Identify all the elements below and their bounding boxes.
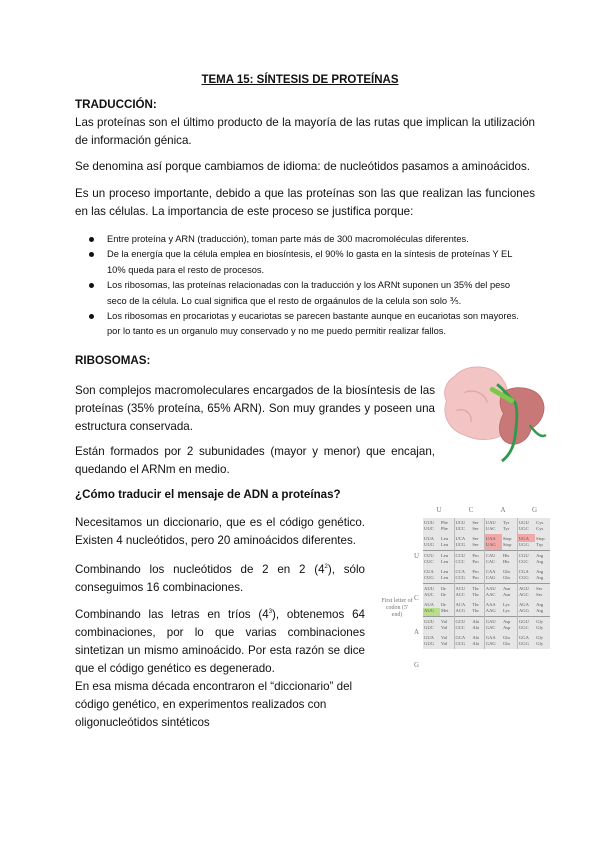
amino-acid-cell: Val [440,625,448,630]
amino-acid-cell: Ser [536,586,543,591]
codon-cell: UGA [517,534,535,542]
amino-acid-cell: Ser [536,592,543,597]
amino-acid-cell: Stop [536,536,545,541]
codon-cell: ACU [454,584,471,593]
codon-cell: CUG [424,575,434,580]
amino-acid-cell: Ile [440,592,446,597]
amino-acid-cell: Met [440,608,449,613]
codon-cell: GAC [484,625,502,633]
amino-acid-cell: Ile [440,586,446,591]
codon-cell: CGA [517,567,535,575]
row-header: A [414,628,420,636]
codon-cell: UAU [484,518,502,526]
codon-row [423,584,550,593]
amino-acid-cell: Trp [536,542,543,547]
ribosomas-question: ¿Cómo traducir el mensaje de ADN a proteínas? [75,488,341,501]
codon-cell: CAU [484,551,502,560]
codon-table [423,518,550,649]
traduccion-heading: TRADUCCIÓN: [75,98,157,111]
bullet-item: Entre proteína y ARN (traducción), toman parte más de 300 macromoléculas diferentes. [75,232,530,247]
page-title: TEMA 15: SÍNTESIS DE PROTEÍNAS [201,74,399,86]
codon-cell: UCG [454,542,471,551]
amino-acid-cell: Ala [472,625,479,630]
amino-acid-cell: Gln [502,569,510,574]
ribosomas-heading: RIBOSOMAS: [75,354,151,367]
amino-acid-cell: His [502,559,510,564]
codon-cell: CGC [517,559,535,567]
codon-cell: CGG [517,575,535,584]
codon-cell: GGA [517,633,535,641]
amino-acid-cell: Asn [502,592,511,597]
amino-acid-cell: Lys [502,608,510,613]
codon-row [423,617,550,626]
amino-acid-cell: Asp [502,625,511,630]
codon-cell: AUA [424,602,434,607]
amino-acid-cell: Val [440,641,448,646]
amino-acid-cell: Gly [536,625,544,630]
amino-acid-cell: Asp [502,619,511,624]
codon-cell: UUC [424,526,434,531]
amino-acid-cell: Thr [472,602,479,607]
ribosomas-paragraph-3: Necesitamos un diccionario, que es el código genético. Existen 4 nucleótidos, pero 20 aminoácidos diferentes. [75,516,365,547]
codon-cell: CAG [484,575,502,584]
row-header: G [414,661,420,669]
text: ), sólo conseguimos 16 combinaciones. [75,562,366,594]
amino-acid-cell: Stop [502,542,512,547]
codon-cell: CCC [454,559,471,567]
ribosomas-paragraph-6: En esa misma década encontraron el “diccionario” del código genético, en experimentos realizados con oligonucleótidos sintéticos [75,680,353,729]
codon-cell: AUU [424,586,434,591]
amino-acid-cell: Ser [472,542,479,547]
amino-acid-cell: Leu [440,542,449,547]
codon-row [423,633,550,641]
codon-cell: UCC [454,526,471,534]
amino-acid-cell: Lys [502,602,510,607]
codon-cell: AGA [517,600,535,608]
amino-acid-cell: Leu [440,536,449,541]
amino-acid-cell: Leu [440,559,449,564]
codon-row [423,542,550,551]
text: ), obtenemos 64 combinaciones, por lo que varias combinaciones sintetizan un mismo aminoácido. Por esta razón se dice que el código genético es degenerado. [75,607,365,675]
codon-cell: GUG [424,641,434,646]
codon-cell: UGU [517,518,535,526]
codon-cell: CUC [424,559,434,564]
amino-acid-cell: His [502,553,510,558]
column-header: C [468,506,474,514]
codon-cell: CGU [517,551,535,560]
codon-cell: GAU [484,617,502,626]
codon-cell: AUG [423,608,440,617]
codon-row [423,600,550,608]
amino-acid-cell: Arg [536,559,544,564]
codon-row [423,526,550,534]
codon-row [423,567,550,575]
codon-cell: UAC [484,526,502,534]
amino-acid-cell: Arg [536,553,544,558]
amino-acid-cell: Pro [472,569,479,574]
codon-cell: AAU [484,584,502,593]
amino-acid-cell: Ala [472,635,479,640]
codon-cell: AAC [484,592,502,600]
codon-row [423,551,550,560]
amino-acid-cell: Arg [536,575,544,580]
codon-cell: UAA [484,534,502,542]
amino-acid-cell: Val [440,619,448,624]
traduccion-bullet-list [75,232,530,340]
codon-row [423,641,550,649]
bullet-item: Los ribosomas en procariotas y eucariotas se parecen bastante aunque en eucariotas son mayores. por lo tanto es un organulo muy conservado y no me puedo permitir realizar fallos. [75,309,530,340]
amino-acid-cell: Cys [536,520,544,525]
codon-cell: UCA [454,534,471,542]
codon-cell: GAG [484,641,502,649]
amino-acid-cell: Glu [502,641,510,646]
codon-cell: CAA [484,567,502,575]
codon-cell: AGC [517,592,535,600]
ribosome-illustration [440,360,550,466]
amino-acid-cell: Ser [472,520,479,525]
amino-acid-cell: Glu [502,635,510,640]
codon-cell: CAC [484,559,502,567]
codon-cell: ACA [454,600,471,608]
codon-cell: GGC [517,625,535,633]
codon-cell: AAA [484,600,502,608]
ribosomas-paragraph-2: Están formados por 2 subunidades (mayor y menor) que encajan, quedando el ARNm en medio. [75,445,435,476]
row-header: U [414,552,420,560]
amino-acid-cell: Phe [440,520,448,525]
amino-acid-cell: Gln [502,575,510,580]
amino-acid-cell: Tyr [502,526,510,531]
codon-row [423,625,550,633]
codon-cell: AUC [424,592,434,597]
amino-acid-cell: Asn [502,586,511,591]
codon-cell: GCA [454,633,471,641]
codon-cell: CCA [454,567,471,575]
codon-cell: UCU [454,518,471,526]
codon-cell: GAA [484,633,502,641]
amino-acid-cell: Pro [472,575,479,580]
codon-cell: GGG [517,641,535,649]
amino-acid-cell: Cys [536,526,544,531]
amino-acid-cell: Arg [536,608,544,613]
amino-acid-cell: Arg [536,602,544,607]
amino-acid-cell: Val [440,635,448,640]
amino-acid-cell: Gly [536,619,544,624]
amino-acid-cell: Gly [536,641,544,646]
ribosomas-paragraph-1: Son complejos macromoleculares encargados de la biosíntesis de las proteínas (35% proteína, 65% ARN). Son muy grandes y poseen una estructura conservada. [75,384,435,433]
amino-acid-cell: Arg [536,569,544,574]
amino-acid-cell: Leu [440,553,449,558]
codon-cell: CCU [454,551,471,560]
bullet-item: De la energía que la célula emplea en biosíntesis, el 90% lo gasta en la síntesis de proteínas Y EL 10% queda para el resto de procesos. [75,247,530,278]
superscript: 3 [268,609,273,615]
amino-acid-cell: Stop [502,536,512,541]
text: Combinando las letras en tríos (4 [75,607,269,621]
codon-cell: GCU [454,617,471,626]
amino-acid-cell: Thr [472,608,479,613]
traduccion-paragraph-2: Se denomina así porque cambiamos de idioma: de nucleótidos pasamos a aminoácidos. [75,160,530,173]
codon-cell: GCC [454,625,471,633]
amino-acid-cell: Ala [472,641,479,646]
codon-cell: GUC [424,625,434,630]
codon-cell: ACG [454,608,471,617]
text: Combinando los nucleótidos de 2 en 2 (4 [75,562,325,576]
codon-cell: GUU [424,619,434,624]
traduccion-paragraph-3: Es un proceso importante, debido a que las proteínas son las que realizan las funciones en las células. La importancia de este proceso se justifica porque: [75,187,535,218]
codon-row [423,608,550,617]
codon-cell: CCG [454,575,471,584]
amino-acid-cell: Phe [440,526,448,531]
amino-acid-cell: Thr [472,586,479,591]
ribosomas-paragraph-4 [75,558,365,597]
codon-cell: CUU [424,553,434,558]
codon-row [423,534,550,542]
bullet-item: Los ribosomas, las proteínas relacionadas con la traducción y los ARNt suponen un 35% del peso seco de la célula. Lo cual significa que el resto de orgaánulos de la celula son solo ⅗. [75,278,530,309]
codon-cell: UUU [424,520,434,525]
amino-acid-cell: Pro [472,559,479,564]
codon-row [423,518,550,526]
codon-cell: CUA [424,569,434,574]
codon-cell: GUA [424,635,434,640]
codon-cell: GGU [517,617,535,626]
codon-cell: UUG [424,542,434,547]
codon-cell: UUA [424,536,434,541]
codon-row [423,559,550,567]
amino-acid-cell: Ser [472,526,479,531]
amino-acid-cell: Leu [440,575,449,580]
codon-row [423,575,550,584]
amino-acid-cell: Ala [472,619,479,624]
amino-acid-cell: Ser [472,536,479,541]
ribosomas-paragraph-5 [75,603,365,678]
amino-acid-cell: Ile [440,602,446,607]
amino-acid-cell: Leu [440,569,449,574]
codon-column-headers [423,506,550,514]
amino-acid-cell: Pro [472,553,479,558]
codon-cell: AGU [517,584,535,593]
amino-acid-cell: Thr [472,592,479,597]
codon-cell: AGG [517,608,535,617]
row-header: C [414,594,419,602]
column-header: U [436,506,442,514]
codon-cell: UAG [484,542,502,551]
codon-cell: ACC [454,592,471,600]
traduccion-paragraph-1: Las proteínas son el último producto de la mayoría de las rutas que implican la utilización de información génica. [75,116,535,147]
superscript: 2 [324,564,328,570]
codon-cell: UGG [517,542,535,551]
codon-cell: UGC [517,526,535,534]
codon-row [423,592,550,600]
codon-cell: GCG [454,641,471,649]
codon-cell: AAG [484,608,502,617]
column-header: A [500,506,506,514]
codon-side-label: First letter of codon (5' end) [381,598,413,618]
amino-acid-cell: Tyr [502,520,510,525]
column-header: G [531,506,538,514]
amino-acid-cell: Gly [536,635,544,640]
